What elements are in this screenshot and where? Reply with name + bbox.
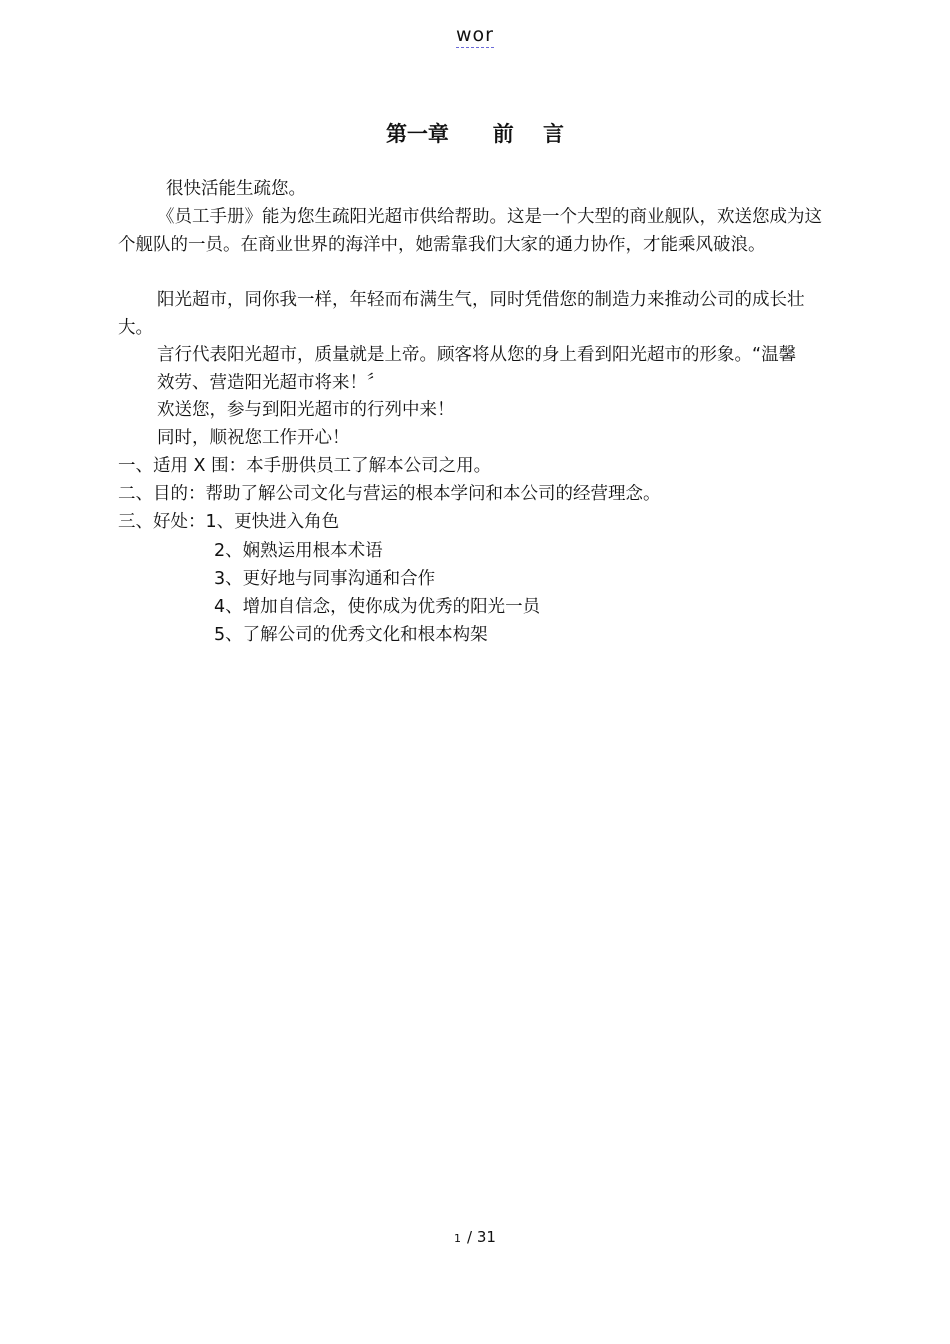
- chapter-title: 第一章 前 言: [385, 122, 565, 146]
- benefit-item: 2、娴熟运用根本术语: [214, 541, 383, 561]
- section-benefits-lead: 三、好处：1、更快进入角色: [118, 512, 340, 532]
- page-footer: [0, 1228, 950, 1246]
- intro-paragraph-4: 欢送您，参与到阳光超市的行列中来！: [157, 400, 455, 420]
- total-pages: 31: [476, 1228, 496, 1246]
- section-scope: 一、适用 X 围：本手册供员工了解本公司之用。: [118, 456, 492, 476]
- intro-paragraph-3: 言行代表阳光超市，质量就是上帝。顾客将从您的身上看到阳光超市的形象。“温馨效劳、营造阳光超市将来！〞: [157, 345, 797, 393]
- intro-paragraph-5: 同时，顺祝您工作开心！: [157, 428, 350, 448]
- intro-paragraph-1: 《员工手册》能为您生疏阳光超市供给帮助。这是一个大型的商业舰队，欢送您成为这个舰队的一员。在商业世界的海洋中，她需靠我们大家的通力协作，才能乘风破浪。: [118, 207, 822, 255]
- benefit-item: 5、了解公司的优秀文化和根本构架: [214, 625, 488, 645]
- section-purpose: 二、目的：帮助了解公司文化与营运的根本学问和本公司的经营理念。: [118, 484, 661, 504]
- intro-greeting: 很快活能生疏您。: [166, 179, 306, 199]
- benefit-item: 4、增加自信念，使你成为优秀的阳光一员: [214, 597, 541, 617]
- header-text: wor: [456, 24, 494, 46]
- intro-paragraph-2: 阳光超市，同你我一样，年轻而布满生气，同时凭借您的制造力来推动公司的成长壮大。: [118, 290, 805, 338]
- current-page-number: 1: [454, 1232, 462, 1245]
- benefit-item: 3、更好地与同事沟通和合作: [214, 569, 436, 589]
- page-separator: /: [467, 1228, 473, 1246]
- page-header: [0, 24, 950, 46]
